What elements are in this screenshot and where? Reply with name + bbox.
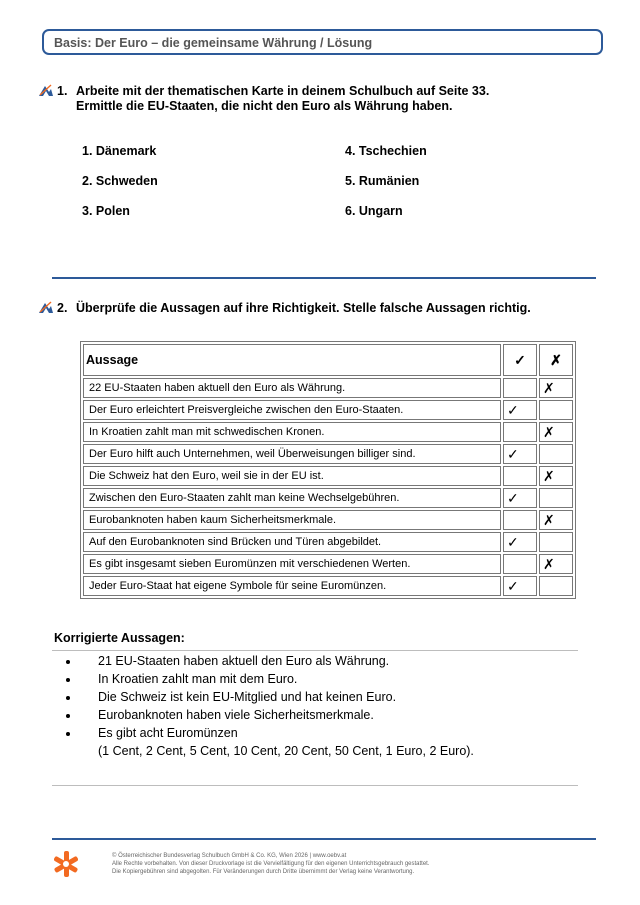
- statement-cell: Der Euro erleichtert Preisvergleiche zwischen den Euro-Staaten.: [83, 400, 501, 420]
- footer-text: [112, 852, 512, 876]
- table-header-row: [83, 344, 573, 376]
- table-row: [83, 444, 573, 464]
- task-icon: [39, 301, 53, 313]
- false-cell: [539, 400, 573, 420]
- footer-divider: [52, 838, 596, 840]
- false-cell: ✗: [539, 466, 573, 486]
- false-cell: ✗: [539, 378, 573, 398]
- header-false-mark: ✗: [539, 344, 573, 376]
- footer-line: © Österreichischer Bundesverlag Schulbuch GmbH & Co. KG, Wien 2026 | www.oebv.at: [112, 853, 347, 859]
- true-cell: ✓: [503, 576, 537, 596]
- statement-cell: Der Euro hilft auch Unternehmen, weil Überweisungen billiger sind.: [83, 444, 501, 464]
- country-item: 3. Polen: [82, 204, 130, 218]
- false-cell: [539, 488, 573, 508]
- task2-instruction: Überprüfe die Aussagen auf ihre Richtigkeit. Stelle falsche Aussagen richtig.: [76, 301, 531, 315]
- task1-instruction-line2: Ermittle die EU-Staaten, die nicht den Euro als Währung haben.: [76, 99, 453, 113]
- list-item: • 21 EU-Staaten haben aktuell den Euro als Währung.: [80, 652, 600, 670]
- true-cell: [503, 466, 537, 486]
- corrections-title: Korrigierte Aussagen:: [54, 631, 185, 645]
- footer-line: Die Kopiergebühren sind abgegolten. Für Veränderungen durch Dritte übernimmt der Verlag keine Verantwortung.: [112, 869, 415, 875]
- table-row: [83, 576, 573, 596]
- statement-cell: 22 EU-Staaten haben aktuell den Euro als Währung.: [83, 378, 501, 398]
- header-box: [42, 29, 603, 55]
- true-cell: ✓: [503, 400, 537, 420]
- table-row: [83, 554, 573, 574]
- true-cell: ✓: [503, 532, 537, 552]
- false-cell: ✗: [539, 510, 573, 530]
- task-icon: [39, 84, 53, 96]
- header-statement: Aussage: [83, 344, 501, 376]
- country-item: 6. Ungarn: [345, 204, 403, 218]
- statement-cell: Eurobanknoten haben kaum Sicherheitsmerkmale.: [83, 510, 501, 530]
- statement-cell: In Kroatien zahlt man mit schwedischen Kronen.: [83, 422, 501, 442]
- statement-cell: Auf den Eurobanknoten sind Brücken und Türen abgebildet.: [83, 532, 501, 552]
- table-row: [83, 400, 573, 420]
- list-item: • Die Schweiz ist kein EU-Mitglied und hat keinen Euro.: [80, 688, 600, 706]
- true-cell: ✓: [503, 444, 537, 464]
- list-item: [80, 724, 600, 760]
- footer-line: Alle Rechte vorbehalten. Von dieser Druckvorlage ist die Vervielfältigung für den eigenen Unterrichtsgebrauch gestattet.: [112, 861, 430, 867]
- corrections-top-line: [52, 650, 578, 651]
- country-item: 2. Schweden: [82, 174, 158, 188]
- oebv-logo-icon: [54, 851, 78, 877]
- true-cell: [503, 422, 537, 442]
- country-item: 4. Tschechien: [345, 144, 427, 158]
- true-cell: [503, 554, 537, 574]
- statement-cell: Es gibt insgesamt sieben Euromünzen mit verschiedenen Werten.: [83, 554, 501, 574]
- list-item-line: • Es gibt acht Euromünzen: [98, 726, 238, 740]
- table-row: [83, 466, 573, 486]
- table-row: [83, 510, 573, 530]
- false-cell: [539, 444, 573, 464]
- false-cell: ✗: [539, 422, 573, 442]
- list-item: • In Kroatien zahlt man mit dem Euro.: [80, 670, 600, 688]
- corrections-list: [62, 652, 600, 760]
- task1-instruction-line1: Arbeite mit der thematischen Karte in deinem Schulbuch auf Seite 33.: [76, 84, 490, 98]
- table-row: [83, 378, 573, 398]
- table-row: [83, 488, 573, 508]
- section-divider: [52, 277, 596, 279]
- country-item: 5. Rumänien: [345, 174, 420, 188]
- list-item: • Eurobanknoten haben viele Sicherheitsmerkmale.: [80, 706, 600, 724]
- true-cell: [503, 510, 537, 530]
- false-cell: [539, 576, 573, 596]
- header-true-mark: ✓: [503, 344, 537, 376]
- true-cell: [503, 378, 537, 398]
- list-item-line: (1 Cent, 2 Cent, 5 Cent, 10 Cent, 20 Cent, 50 Cent, 1 Euro, 2 Euro).: [98, 744, 474, 758]
- statement-cell: Zwischen den Euro-Staaten zahlt man keine Wechselgebühren.: [83, 488, 501, 508]
- corrections-bottom-line: [52, 785, 578, 786]
- table-row: [83, 422, 573, 442]
- statement-cell: Jeder Euro-Staat hat eigene Symbole für seine Euromünzen.: [83, 576, 501, 596]
- false-cell: ✗: [539, 554, 573, 574]
- statement-cell: Die Schweiz hat den Euro, weil sie in der EU ist.: [83, 466, 501, 486]
- false-cell: [539, 532, 573, 552]
- task1-number: 1.: [57, 84, 68, 98]
- true-cell: ✓: [503, 488, 537, 508]
- table-row: [83, 532, 573, 552]
- statements-table: [80, 341, 576, 599]
- task2-number: 2.: [57, 301, 68, 315]
- country-item: 1. Dänemark: [82, 144, 157, 158]
- page-title: Basis: Der Euro – die gemeinsame Währung / Lösung: [54, 36, 373, 50]
